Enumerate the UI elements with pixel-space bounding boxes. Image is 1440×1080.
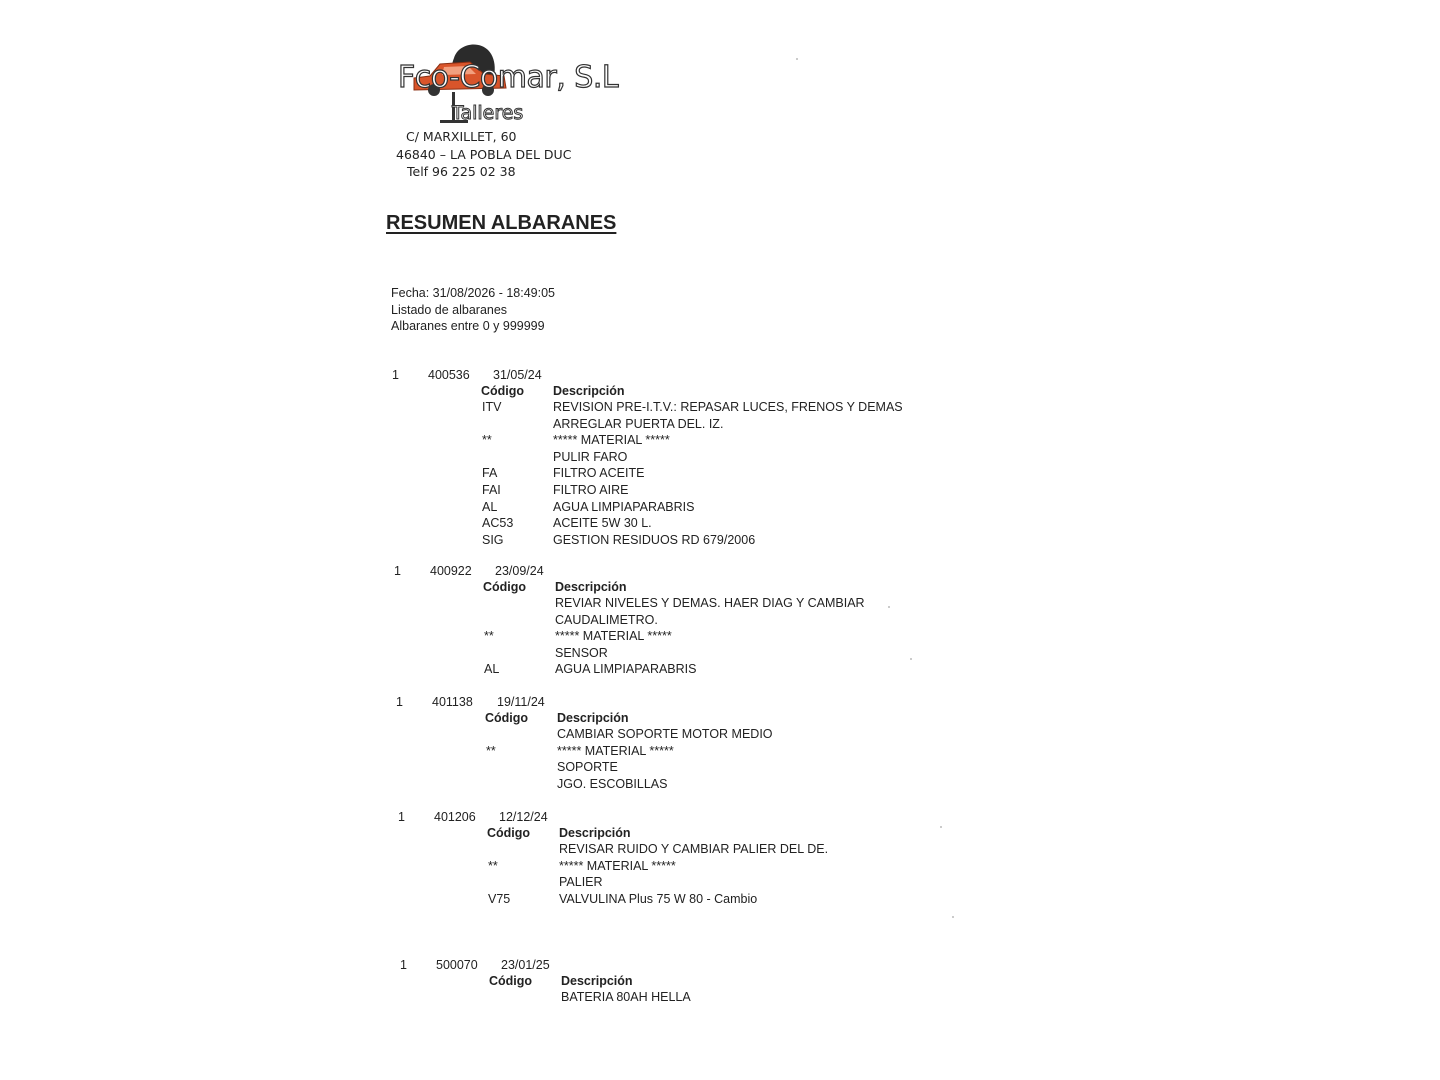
line-descripcion: ***** MATERIAL *****: [559, 858, 676, 873]
line-codigo: FA: [482, 466, 498, 481]
line-descripcion: SOPORTE: [557, 760, 618, 775]
line-codigo: **: [482, 433, 492, 448]
albaran-code: 401138: [432, 695, 473, 709]
report-range: Albaranes entre 0 y 999999: [391, 319, 545, 333]
line-codigo: **: [486, 743, 496, 758]
column-header-descripcion: Descripción: [557, 711, 629, 725]
column-header-codigo: Código: [487, 826, 531, 840]
address-city: 46840 – LA POBLA DEL DUC: [396, 146, 572, 162]
scan-speck: [796, 58, 798, 60]
column-header-descripcion: Descripción: [559, 826, 631, 840]
logo-company-name: Fco-Comar, S.L: [398, 60, 619, 95]
albaran-date: 19/11/24: [497, 695, 545, 709]
column-header-descripcion: Descripción: [553, 384, 625, 398]
report-date: Fecha: 31/08/2026 - 18:49:05: [391, 286, 556, 300]
line-descripcion: CAMBIAR SOPORTE MOTOR MEDIO: [557, 727, 773, 741]
albaran-number: 1: [394, 564, 401, 578]
address-phone: Telf 96 225 02 38: [407, 164, 516, 179]
line-descripcion: SENSOR: [555, 645, 608, 660]
logo-subtitle: Talleres: [452, 102, 524, 124]
line-descripcion: JGO. ESCOBILLAS: [557, 776, 668, 791]
line-descripcion: REVIAR NIVELES Y DEMAS. HAER DIAG Y CAMBIAR: [555, 596, 865, 610]
albaran-code: 400536: [428, 368, 470, 382]
line-descripcion: PULIR FARO: [553, 449, 628, 464]
line-codigo: ITV: [482, 400, 502, 414]
scan-speck: [910, 658, 912, 660]
column-header-codigo: Código: [489, 974, 533, 988]
report-listing: Listado de albaranes: [391, 302, 508, 317]
column-header-descripcion: Descripción: [555, 580, 627, 594]
line-descripcion: ***** MATERIAL *****: [557, 743, 674, 758]
albaran-code: 500070: [436, 958, 478, 972]
albaran-date: 12/12/24: [499, 810, 548, 824]
line-descripcion: CAUDALIMETRO.: [555, 612, 658, 627]
line-descripcion: ***** MATERIAL *****: [555, 629, 672, 644]
albaran-code: 400922: [430, 564, 472, 578]
line-descripcion: BATERIA 80AH HELLA: [561, 990, 691, 1004]
scan-speck: [888, 606, 890, 608]
line-descripcion: ***** MATERIAL *****: [553, 433, 670, 448]
albaran-number: 1: [400, 958, 407, 972]
line-codigo: **: [484, 629, 494, 644]
line-descripcion: AGUA LIMPIAPARABRIS: [553, 499, 695, 514]
address-street: C/ MARXILLET, 60: [406, 129, 517, 144]
line-codigo: AL: [484, 662, 500, 677]
column-header-codigo: Código: [481, 384, 525, 398]
albaran-number: 1: [398, 810, 405, 824]
albaran-date: 23/09/24: [495, 564, 544, 578]
albaran-code: 401206: [434, 810, 476, 824]
line-codigo: AL: [482, 499, 498, 514]
company-logo: [396, 40, 619, 130]
scan-speck: [952, 916, 954, 918]
scan-speck: [940, 826, 942, 828]
line-descripcion: FILTRO AIRE: [553, 482, 629, 497]
albaran-date: 31/05/24: [493, 368, 542, 382]
line-descripcion: GESTION RESIDUOS RD 679/2006: [553, 532, 756, 547]
line-codigo: AC53: [482, 516, 514, 531]
line-codigo: V75: [488, 891, 511, 906]
column-header-codigo: Código: [483, 580, 527, 594]
line-descripcion: AGUA LIMPIAPARABRIS: [555, 662, 697, 677]
company-address: [396, 128, 571, 181]
line-descripcion: ACEITE 5W 30 L.: [553, 516, 652, 531]
column-header-codigo: Código: [485, 711, 529, 725]
line-codigo: SIG: [482, 532, 504, 547]
line-descripcion: REVISAR RUIDO Y CAMBIAR PALIER DEL DE.: [559, 842, 829, 856]
column-header-descripcion: Descripción: [561, 974, 633, 988]
albaran-number: 1: [392, 368, 399, 382]
line-descripcion: ARREGLAR PUERTA DEL. IZ.: [553, 416, 724, 431]
line-descripcion: FILTRO ACEITE: [553, 466, 645, 481]
line-codigo: FAI: [482, 482, 501, 497]
line-descripcion: VALVULINA Plus 75 W 80 - Cambio: [559, 891, 758, 906]
line-descripcion: PALIER: [559, 875, 603, 890]
document-title: RESUMEN ALBARANES: [386, 212, 617, 234]
albaran-date: 23/01/25: [501, 958, 550, 972]
report-meta: [391, 285, 555, 335]
line-codigo: **: [488, 858, 498, 873]
albaran-number: 1: [396, 695, 403, 709]
line-descripcion: REVISION PRE-I.T.V.: REPASAR LUCES, FRENOS Y DEMAS: [553, 400, 903, 414]
